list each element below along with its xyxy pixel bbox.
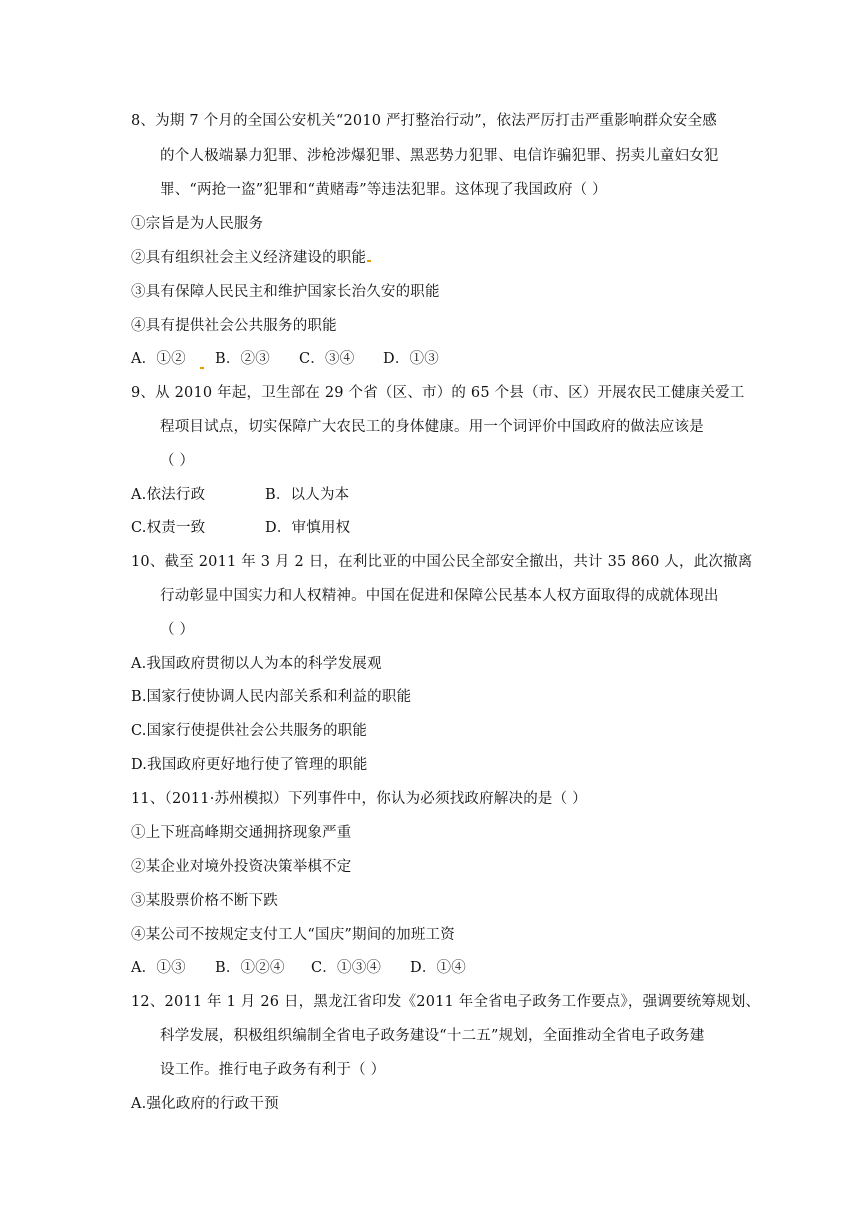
q11-option-c: C．①③④ <box>311 960 382 976</box>
q8-stem-line-2: 的个人极端暴力犯罪、涉枪涉爆犯罪、黑恶势力犯罪、电信诈骗犯罪、拐卖儿童妇女犯 <box>160 148 719 164</box>
q11-item-1: ①上下班高峰期交通拥挤现象严重 <box>131 825 352 841</box>
q11-item-4: ④某公司不按规定支付工人“国庆”期间的加班工资 <box>131 927 455 943</box>
q9-stem-line-1: 9、从 2010 年起，卫生部在 29 个省（区、市）的 65 个县（市、区）开展农民工健康关爱工 <box>131 385 745 401</box>
q10-option-a: A.我国政府贯彻以人为本的科学发展观 <box>131 656 382 672</box>
q8-item-4: ④具有提供社会公共服务的职能 <box>131 318 337 334</box>
q12-option-a: A.强化政府的行政干预 <box>131 1096 279 1112</box>
q10-option-b: B.国家行使协调人民内部关系和利益的职能 <box>131 689 412 705</box>
q8-item-2 <box>131 248 371 268</box>
q12-stem-line-2: 科学发展，积极组织编制全省电子政务建设“十二五”规划，全面推动全省电子政务建 <box>160 1028 705 1044</box>
q8-stem-line-1: 8、为期 7 个月的全国公安机关“2010 严打整治行动”，依法严厉打击严重影响群众安全感 <box>131 113 718 129</box>
q11-item-3: ③某股票价格不断下跌 <box>131 893 278 909</box>
highlight-mark <box>367 260 371 262</box>
q9-stem-line-3: （ ） <box>160 453 195 469</box>
q8-stem-line-3: 罪、“两抢一盗”犯罪和“黄赌毒”等违法犯罪。这体现了我国政府（ ） <box>160 182 607 198</box>
q9-option-c: C.权责一致 <box>131 520 206 536</box>
q9-stem-line-2: 程项目试点，切实保障广大农民工的身体健康。用一个词评价中国政府的做法应该是 <box>160 419 704 435</box>
q10-option-d: D.我国政府更好地行使了管理的职能 <box>131 757 368 773</box>
q10-option-c: C.国家行使提供社会公共服务的职能 <box>131 723 368 739</box>
q9-option-a: A.依法行政 <box>131 487 206 503</box>
q11-option-d: D．①④ <box>410 960 466 976</box>
q10-stem-line-1: 10、截至 2011 年 3 月 2 日，在利比亚的中国公民全部安全撤出，共计 35 860 人，此次撤离 <box>131 554 753 570</box>
q8-item-2-text: ②具有组织社会主义经济建设的职能 <box>131 250 367 266</box>
q11-option-a: A．①③ <box>131 960 186 976</box>
highlight-mark <box>199 355 204 375</box>
q9-option-d: D．审慎用权 <box>265 520 351 536</box>
q8-item-1: ①宗旨是为人民服务 <box>131 216 264 232</box>
q10-stem-line-2: 行动彰显中国实力和人权精神。中国在促进和保障公民基本人权方面取得的成就体现出 <box>160 588 719 604</box>
q8-option-d: D．①③ <box>383 351 439 367</box>
q8-option-b: B．②③ <box>215 351 270 367</box>
q9-option-b: B．以人为本 <box>265 487 350 503</box>
q12-stem-line-3: 设工作。推行电子政务有利于（ ） <box>160 1062 386 1078</box>
q8-option-c: C．③④ <box>299 351 355 367</box>
q10-stem-line-3: （ ） <box>160 622 195 638</box>
q12-stem-line-1: 12、2011 年 1 月 26 日，黑龙江省印发《2011 年全省电子政务工作要点》，强调要统筹规划、 <box>131 994 761 1010</box>
q8-item-3: ③具有保障人民民主和维护国家长治久安的职能 <box>131 284 440 300</box>
q8-option-a: A．①② <box>131 351 186 367</box>
q11-option-b: B．①②④ <box>215 960 285 976</box>
q11-stem-line-1: 11、（2011·苏州模拟）下列事件中，你认为必须找政府解决的是（ ） <box>131 791 587 807</box>
q11-item-2: ②某企业对境外投资决策举棋不定 <box>131 859 352 875</box>
